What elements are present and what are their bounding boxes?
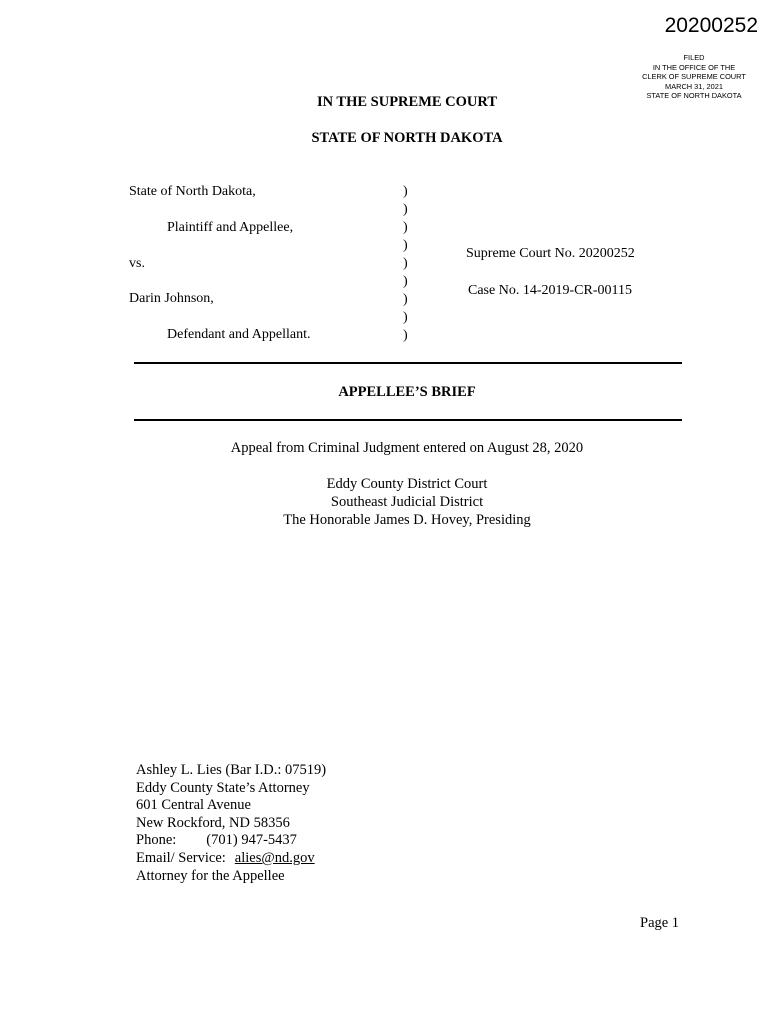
attorney-email-line <box>136 850 326 868</box>
page-number: Page 1 <box>640 915 680 931</box>
appeal-from: Appeal from Criminal Judgment entered on August 28, 2020 <box>230 440 584 456</box>
email-link[interactable]: alies@nd.gov <box>234 849 315 866</box>
phone-label: Phone: <box>136 832 177 849</box>
paren-mark: ) <box>403 184 408 199</box>
paren-mark: ) <box>403 310 408 325</box>
email-label: Email/ Service: <box>136 849 226 866</box>
district-court: Eddy County District Court <box>326 476 488 492</box>
attorney-address-line1: 601 Central Avenue <box>136 797 251 814</box>
versus: vs. <box>129 256 145 271</box>
paren-mark: ) <box>403 292 408 307</box>
stamp-line: IN THE OFFICE OF THE <box>652 62 736 72</box>
plaintiff-role: Plaintiff and Appellee, <box>167 220 294 235</box>
paren-mark: ) <box>403 238 408 253</box>
attorney-title: Eddy County State’s Attorney <box>136 779 310 796</box>
court-state: STATE OF NORTH DAKOTA <box>311 130 503 146</box>
caption-parentheses <box>403 183 408 345</box>
divider-top <box>134 362 682 364</box>
paren-mark: ) <box>403 220 408 235</box>
plaintiff-name: State of North Dakota, <box>129 184 256 199</box>
stamp-line: MARCH 31, 2021 <box>665 81 723 91</box>
case-no: Case No. 14-2019-CR-00115 <box>468 283 632 298</box>
attorney-phone-line <box>136 832 326 850</box>
docket-number: 20200252 <box>664 14 758 37</box>
paren-mark: ) <box>403 202 408 217</box>
judicial-district: Southeast Judicial District <box>330 494 484 510</box>
paren-mark: ) <box>403 256 408 271</box>
attorney-block <box>136 762 326 885</box>
court-heading: IN THE SUPREME COURT <box>316 94 498 110</box>
stamp-line: STATE OF NORTH DAKOTA <box>646 91 742 101</box>
paren-mark: ) <box>403 328 408 343</box>
attorney-role: Attorney for the Appellee <box>136 867 285 884</box>
brief-title: APPELLEE’S BRIEF <box>338 384 476 400</box>
supreme-court-no: Supreme Court No. 20200252 <box>466 246 635 261</box>
presiding-judge: The Honorable James D. Hovey, Presiding <box>283 512 531 528</box>
defendant-name: Darin Johnson, <box>129 291 214 306</box>
attorney-name: Ashley L. Lies (Bar I.D.: 07519) <box>136 762 327 778</box>
attorney-address-line2: New Rockford, ND 58356 <box>136 814 290 831</box>
defendant-role: Defendant and Appellant. <box>167 327 311 342</box>
paren-mark: ) <box>403 274 408 289</box>
stamp-line: FILED <box>683 53 705 62</box>
divider-bottom <box>134 419 682 421</box>
stamp-line: CLERK OF SUPREME COURT <box>642 72 746 82</box>
phone-number: (701) 947-5437 <box>206 832 297 849</box>
